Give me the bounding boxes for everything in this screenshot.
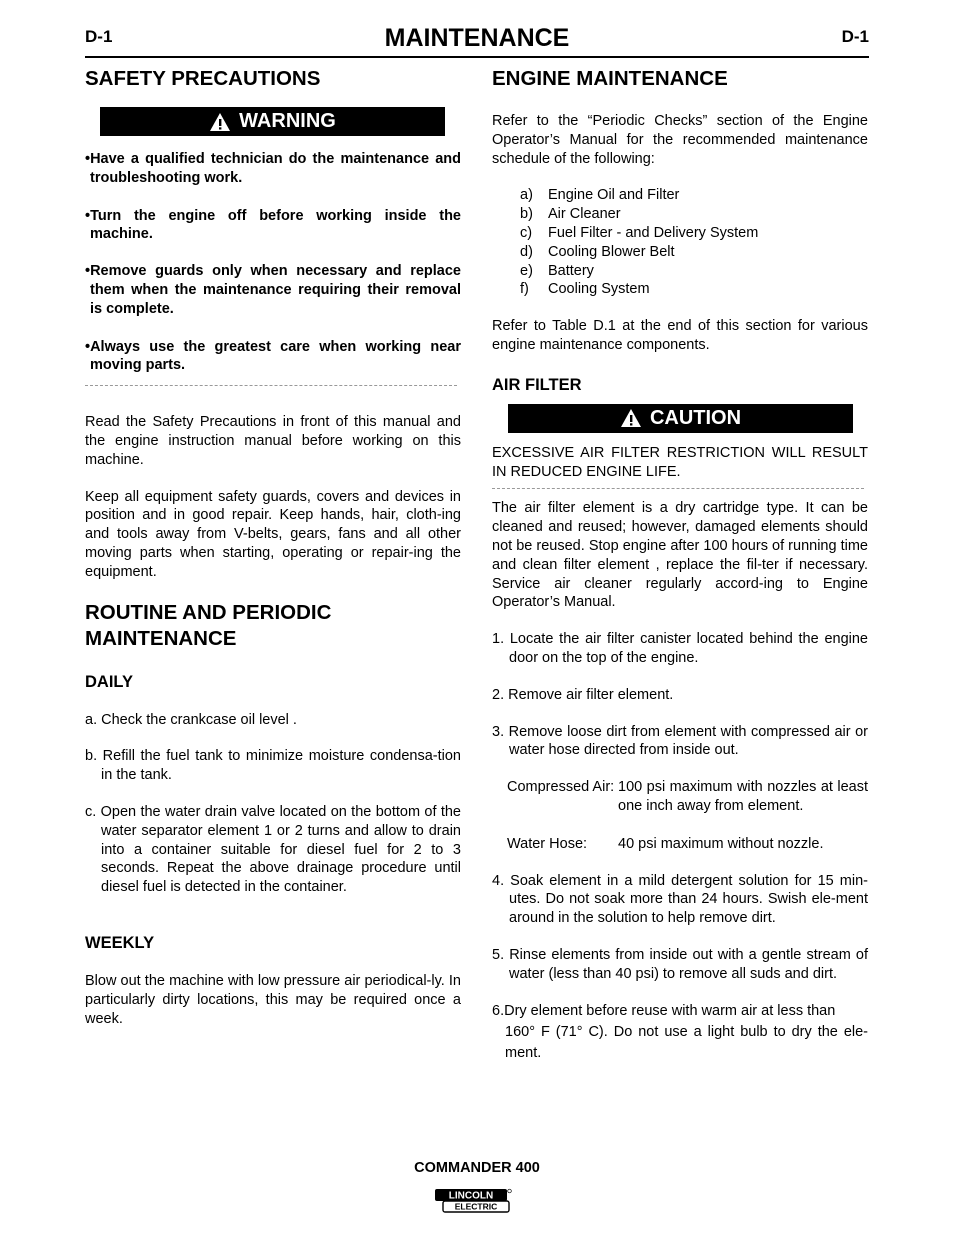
lincoln-electric-logo <box>434 1188 512 1214</box>
safety-paragraph-1: Read the Safety Precautions in front of this manual and the engine instruction manual before working on this machine. <box>85 414 461 468</box>
safety-bullet-1: •Have a qualified technician do the maintenance and troubleshooting work. <box>85 151 461 186</box>
warning-label: WARNING <box>239 110 336 133</box>
step-4: 4. Soak element in a mild detergent solution for 15 min-utes. Do not soak more than 24 hours. Swish ele-ment around in the solution to help remove dirt. <box>492 872 868 927</box>
engine-maintenance-heading: ENGINE MAINTENANCE <box>492 67 728 90</box>
daily-item-a: a. Check the crankcase oil level . <box>85 711 297 728</box>
daily-item-b: b. Refill the fuel tank to minimize moisture condensa-tion in the tank. <box>85 748 461 784</box>
step-2: 2. Remove air filter element. <box>492 686 674 703</box>
safety-paragraph-2: Keep all equipment safety guards, covers and devices in position and in good repair. Keep hands, hair, cloth-ing and tools away from V-belts, gears, fans and all other moving parts when starting, operating or repair-ing the equipment. <box>85 488 461 580</box>
caution-icon <box>620 408 642 428</box>
safety-bullet-3: •Remove guards only when necessary and replace them when the maintenance requiring their removal is complete. <box>85 263 461 317</box>
model-name: COMMANDER 400 <box>414 1160 540 1176</box>
right-column <box>492 66 868 1064</box>
warning-icon <box>209 112 231 132</box>
weekly-heading: WEEKLY <box>85 933 155 952</box>
daily-item-c: c. Open the water drain valve located on the bottom of the water separator element 1 or 2 turns and allow to drain into a container suitable for diesel fuel for 2 to 3 seconds. Repeat the above drainage procedure until diesel fuel is detected in the container. <box>85 803 461 896</box>
caution-banner <box>508 404 853 433</box>
safety-bullet-2: •Turn the engine off before working inside the machine. <box>85 207 461 243</box>
list-item: b) Air Cleaner <box>520 206 621 223</box>
left-column <box>85 66 461 1028</box>
step-3: 3. Remove loose dirt from element with compressed air or water hose directed from inside out. <box>492 723 868 759</box>
engine-table-reference: Refer to Table D.1 at the end of this section for various engine maintenance components. <box>492 318 868 353</box>
spec-water-hose: Water Hose: 40 psi maximum without nozzle. <box>507 835 824 852</box>
svg-text:LINCOLN: LINCOLN <box>448 1190 494 1202</box>
engine-intro: Refer to the “Periodic Checks” section of the Engine Operator’s Manual for the recommended maintenance schedule of the following: <box>492 113 868 167</box>
safety-precautions-heading: SAFETY PRECAUTIONS <box>85 67 321 90</box>
list-item: a) Engine Oil and Filter <box>520 187 680 204</box>
safety-bullet-4: •Always use the greatest care when working near moving parts. <box>85 338 461 374</box>
step-1: 1. Locate the air filter canister located behind the engine door on the top of the engine. <box>492 631 868 666</box>
air-filter-heading: AIR FILTER <box>492 375 582 394</box>
step-5: 5. Rinse elements from inside out with a gentle stream of water (less than 40 psi) to remove all suds and dirt. <box>492 946 868 982</box>
caution-label: CAUTION <box>649 406 742 429</box>
warning-banner <box>100 107 445 136</box>
spec-compressed-air: Compressed Air: 100 psi maximum with nozzles at least one inch away from element. <box>507 779 868 814</box>
list-item: c) Fuel Filter - and Delivery System <box>520 224 759 241</box>
filter-description: The air filter element is a dry cartridge type. It can be cleaned and reused; however, damaged elements should not be reused. Stop engine after 100 hours of running time and clean filter element , replace the fil-ter if necessary. Service air cleaner regularly accord-ing to Engine Operator’s Manual. <box>492 500 868 611</box>
weekly-paragraph: Blow out the machine with low pressure air periodical-ly. In particularly dirty locations, this may be required once a week. <box>85 972 461 1027</box>
step-6-line-2: 160° F (71° C). Do not use a light bulb to dry the ele-ment. <box>505 1024 868 1062</box>
page-title: MAINTENANCE <box>384 24 570 52</box>
engine-item-list <box>492 186 868 299</box>
svg-text:ELECTRIC: ELECTRIC <box>454 1201 498 1212</box>
list-item: d) Cooling Blower Belt <box>520 243 675 260</box>
step-6-line-1: 6.Dry element before reuse with warm air at less than <box>492 1002 836 1019</box>
page-number-left: D-1 <box>85 27 113 46</box>
page-header <box>85 24 869 58</box>
list-item: f) Cooling System <box>520 281 650 298</box>
list-item: e) Battery <box>520 262 594 279</box>
caution-text: EXCESSIVE AIR FILTER RESTRICTION WILL RESULT IN REDUCED ENGINE LIFE. <box>492 444 868 480</box>
page-number-right: D-1 <box>841 27 869 46</box>
daily-heading: DAILY <box>85 672 133 691</box>
routine-maintenance-heading: ROUTINE AND PERIODIC MAINTENANCE <box>85 600 332 650</box>
